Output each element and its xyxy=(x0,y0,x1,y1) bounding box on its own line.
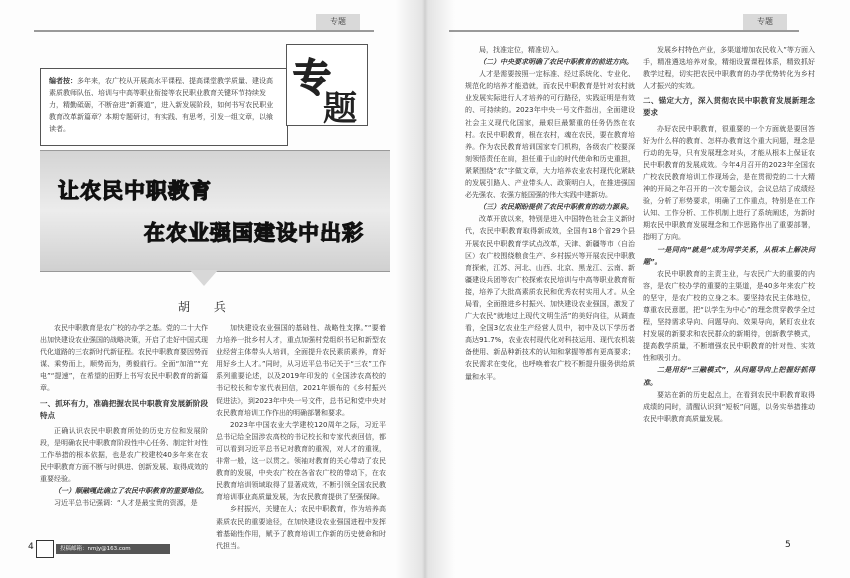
body-paragraph: 改革开放以来，特别是进入中国特色社会主义新时代，农民中职教育取得新成效，全国有18个省29个县开展农民中职教育学试点改革，天津、新疆等市（自治区）农广校围绕粮食生产、乡村振兴等开展农民中职教育探索，江苏、河北、山西、北京、黑龙江、云南、新疆建设兵团等农广校探索农民培训与中高等职业教育衔接，培养了大批高素质农民和优秀农村实用人才。从全局看，全面推进乡村振兴、加快建设农业强国，激发了广大农民“就地过上现代文明生活”的美好向往，从调查看，全国3亿农业生产经营人员中，初中及以下学历者高达91.7%，农业农村现代化对科技运用、现代农机装备使用、新品种新技术的认知和掌握等都有更高要求；农民需求在变化，也呼唤着农广校不断提升服务供给质量和水平。 xyxy=(465,215,635,381)
subsection-heading: 二是用好“三融模式”，从问题导向上把握好抓得准。 xyxy=(643,366,815,387)
right-page xyxy=(425,0,850,578)
author-name: 胡 兵 xyxy=(178,300,236,314)
body-paragraph: 农民中职教育是农广校的办学之基。党的二十大作出加快建设农业强国的战略决策，开启了走好中国式现代化道路的三农新时代新征程。农民中职教育要因势而谋、乘势而上，顺势而为，勇毅前行。全面“加油”“充电”“提速”，在希望的田野上书写农民中职教育的新篇章。 xyxy=(40,324,208,393)
editor-note-label: 编者按： xyxy=(49,77,77,85)
editor-note-box xyxy=(40,68,288,146)
topic-badge xyxy=(286,44,368,129)
left-page-number: 4 xyxy=(28,542,34,552)
body-paragraph: 2023年中国农业大学建校120周年之际，习近平总书记给全国涉农高校的书记校长和专家代表回信，都可以看到习近平总书记对教育的重视，对人才的重视，非常一般，这一以贯之。领袖对教育的关心带动了农民教育的发展，中央农广校在各省农广校的带动下，在农民教育培训领域取得了显著成效，不断引领全国农民教育培训事业高质量发展，为农民教育提供了坚强保障。 xyxy=(216,420,386,502)
body-paragraph: 发展乡村特色产业，多渠道增加农民收入”等方面入手，精准遴选培养对象，精细设置课程体系，精致抓好教学过程，切实把农民中职教育的办学优势转化为乡村人才振兴的实效。 xyxy=(643,46,815,91)
left-column-1 xyxy=(40,322,208,544)
body-paragraph: 农民中职教育的主责主业，与农民广大的重要的内容，是农广校办学的重要的主渠道，是40多年来农广校的坚守，是农广校的立身之本。要坚持农民主体地位，尊重农民意愿，把“以学生为中心”的理念贯穿教学全过程，坚持需求导向、问题导向、效果导向，紧盯农业农村发展的新要求和农民群众的新期待，创新教学模式，提高教学质量，不断增强农民中职教育的针对性、实效性和吸引力。 xyxy=(643,269,815,363)
badge-char-2: 题 xyxy=(323,89,357,129)
header-rule-right xyxy=(449,30,799,32)
article-title-line-2: 在农业强国建设中出彩 xyxy=(144,221,364,245)
left-column-2 xyxy=(216,322,386,550)
body-paragraph: 习近平总书记强调：“人才是最宝贵的资源，是 xyxy=(54,499,198,508)
body-paragraph: 局，找准定位，精准切入。 xyxy=(479,46,563,54)
body-paragraph: 办好农民中职教育，很重要的一个方面就是要回答好为什么样的教育、怎样办教育这个重大问题，理念是行动的先导，只有发展理念对头，才能从根本上保证农民中职教育的发展成效。今年4月召开的2023年全国农广校农民教育培训工作现场会，是在贯彻党的二十大精神的开局之年召开的一次专题会议，会议总结了成绩经验，分析了形势要求，明确了工作重点，特别是在工作认知、工作分析、工作机制上进行了系统阐述，为新时期农民中职教育发展理念和工作思路作出了重要部署，指明了方向。 xyxy=(643,124,815,242)
article-title-line-1: 让农民中职教育 xyxy=(58,179,212,203)
title-banner xyxy=(40,150,390,272)
body-paragraph: 要站在新的历史起点上，在看到农民中职教育取得成绩的同时，清醒认识到“短板”问题，以务实举措推动农民中职教育高质量发展。 xyxy=(643,390,815,423)
section-heading: 二、锚定大方，深入贯彻农民中职教育发展新理念要求 xyxy=(643,96,815,118)
right-column-1 xyxy=(465,44,635,536)
subsection-heading: （二）中央要求明确了农民中职教育的前进方向。 xyxy=(479,58,633,67)
subsection-heading: （三）农民期盼提供了农民中职教育的动力源泉。 xyxy=(479,203,633,212)
badge-char-1: 专 xyxy=(293,55,332,100)
subsection-heading: （一）顺融嘎此确立了农民中职教育的重要地位。 xyxy=(54,487,208,496)
body-paragraph: 正确认识农民中职教育所处的历史方位和发展阶段，是明确农民中职教育阶段性中心任务、制定针对性工作举措的根本依据，也是农广校建校40多年来在农民中职教育方面不断与时俱进、创新发展、取得成效的重要经验。 xyxy=(40,426,208,484)
banner-pointer xyxy=(190,270,218,286)
editor-note-body: 多年来，农广校从开展高水平课程、提高课堂教学质量、建设高素质教师队伍、培训与中高等职业衔接等农民职业教育关键环节持续发力，精勤砥砺，不断奋进“新赛道”，进入新发展阶段，如何书写农民职业教育改革新篇章？本期专题研讨，有实践、有思考，引发一组文章，以飨读者。 xyxy=(49,77,274,133)
editor-note-text xyxy=(49,75,279,135)
right-column-2 xyxy=(643,44,815,536)
section-tab-left: 专题 xyxy=(316,14,360,30)
right-page-number: 5 xyxy=(785,540,791,550)
footer-contact: 投稿邮箱：nmjy@163.com xyxy=(56,544,170,554)
body-paragraph: 人才是需要按照一定标准、经过系统化、专业化、规范化的培养才能造就，而农民中职教育是针对农村就业发展实际进行人才培养的可行路径，实践证明是有效的、可持续的。2023年中央一号文件指出，全面建设社会主义现代化国家，最艰巨最繁重的任务仍然在农村。农民中职教育，根在农村，魂在农民，要在教育培养。作为农民教育培训国家专门机构，各级农广校要深刻领悟责任在肩，担任重于山的时代使命和历史重担，紧紧围绕“农”字做文章，大力培养农业农村现代化紧缺的发展引路人、产业带头人、政策明白人，在推进强国必先强农、农强方能国强的伟大实践中建新功。 xyxy=(465,70,635,200)
magazine-logo-icon xyxy=(36,540,54,558)
left-footer xyxy=(28,540,378,560)
subsection-heading: 一是同向“就是“成为同学关系，从根本上解决问题”。 xyxy=(643,245,815,266)
section-tab-right: 专题 xyxy=(743,14,787,30)
body-paragraph: 乡村振兴，关键在人；农民中职教育，作为培养高素质农民的重要途径，在加快建设农业强国进程中发挥着基础性作用，赋予了教育培训工作新的历史使命和时代担当。 xyxy=(216,505,386,550)
body-paragraph: 加快建设农业强国的基础性、战略性支撑。”“要着力培养一批乡村人才，重点加强村党组织书记和新型农业经营主体带头人培训，全面提升农民素质素养，育好用好乡土人才。”同时，从习近平总书记关于“三农”工作系列重要论述，以及2019年印发的《全国涉农高校的书记校长和专家代表回信，2021年颁布的《乡村振兴促进法》，到2023年中央一号文件，总书记和党中央对农民教育培训工作作出的明确部署和要求。 xyxy=(216,324,386,417)
header-rule-left xyxy=(34,30,374,32)
section-heading: 一、抓环有力，准确把握农民中职教育发展新阶段特点 xyxy=(40,398,208,420)
